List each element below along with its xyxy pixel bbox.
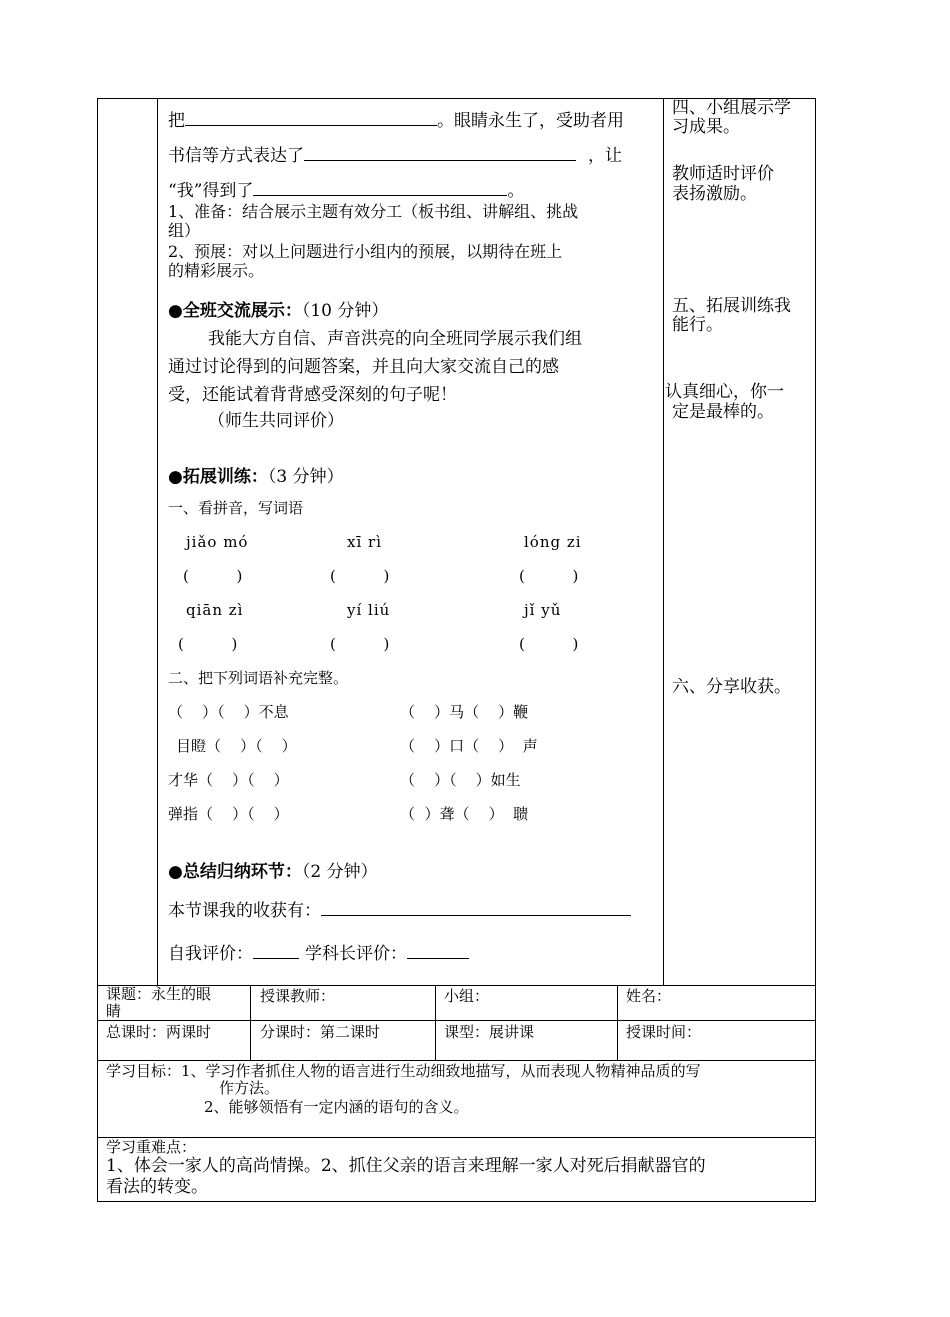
info-type: 课型：展讲课 [444, 1023, 535, 1041]
harvest-line: 本节课我的收获有： [168, 897, 631, 924]
answer-blank[interactable] [304, 142, 576, 161]
harvest-blank[interactable] [321, 897, 631, 916]
fill-item[interactable]: 才华（ ）（ ） [168, 771, 289, 789]
key-label: 学习重难点： [106, 1138, 197, 1156]
info-time: 授课时间： [626, 1023, 702, 1041]
answer-paren[interactable]: ( ) [183, 567, 243, 585]
info-col-3 [617, 985, 618, 1061]
table-border-bottom [97, 1201, 816, 1202]
info-teacher: 授课教师： [260, 987, 336, 1005]
self-eval-blank[interactable] [253, 940, 299, 959]
info-group: 小组： [444, 987, 490, 1005]
answer-paren[interactable]: ( ) [519, 635, 579, 653]
right-note-1: 四、小组展示学 习成果。 [672, 98, 791, 137]
fill-item[interactable]: （ ）马（ ）鞭 [400, 703, 529, 721]
right-note-3: 五、拓展训练我 能行。 [672, 296, 791, 335]
table-border-right [815, 98, 816, 1202]
col-divider-1 [157, 98, 158, 986]
row-divider-goals [97, 1137, 816, 1138]
pinyin-6: jǐ yǔ [524, 601, 562, 619]
answer-paren[interactable]: ( ) [330, 567, 390, 585]
row-divider-info2 [97, 1060, 816, 1061]
class-show-body: 我能大方自信、声音洪亮的向全班同学展示我们组 通过讨论得到的问题答案，并且向大家交流自己的感 受，还能试着背背感受深刻的句子呢！ （师生共同评价） [168, 329, 582, 431]
summary-heading: ●总结归纳环节：（2 分钟） [168, 862, 378, 882]
fill-item[interactable]: （ ）口（ ） 声 [400, 737, 538, 755]
pinyin-1: jiǎo mó [186, 533, 249, 551]
fill-line-3: “我”得到了 。 [168, 177, 524, 204]
pinyin-2: xī rì [347, 533, 382, 551]
question-1: 一、看拼音，写词语 [168, 499, 304, 517]
extend-heading: ●拓展训练：（3 分钟） [168, 467, 344, 487]
leader-eval-blank[interactable] [407, 940, 469, 959]
fill-line-2: 书信等方式表达了 ，让 [168, 142, 622, 169]
fill-line-1: 把 。眼睛永生了，受助者用 [168, 107, 624, 134]
goals-block: 学习目标：1、学习作者抓住人物的语言进行生动细致地描写，从而表现人物精神品质的写 作方法。 2、能够领悟有一定内涵的语句的含义。 [106, 1062, 701, 1116]
answer-paren[interactable]: ( ) [519, 567, 579, 585]
fill-item[interactable]: 弹指（ ）（ ） [168, 805, 289, 823]
evaluation-line: 自我评价： 学科长评价： [168, 940, 469, 967]
question-2: 二、把下列词语补充完整。 [168, 669, 349, 687]
col-divider-2 [663, 98, 664, 986]
info-topic: 课题：永生的眼 睛 [106, 985, 212, 1020]
class-show-heading: ●全班交流展示：（10 分钟） [168, 301, 389, 321]
info-col-2 [435, 985, 436, 1061]
right-note-4: 认真细心，你一 定是最棒的。 [665, 382, 784, 422]
pinyin-5: yí liú [347, 601, 391, 619]
right-note-5: 六、分享收获。 [672, 677, 791, 697]
pinyin-3: lóng zi [524, 533, 582, 551]
answer-paren[interactable]: ( ) [178, 635, 238, 653]
answer-blank[interactable] [185, 107, 437, 126]
key-points: 1、体会一家人的高尚情操。2、抓住父亲的语言来理解一家人对死后捐献器官的 看法的转变。 [106, 1156, 706, 1197]
right-note-2: 教师适时评价 表扬激励。 [672, 164, 774, 204]
info-col-1 [250, 985, 251, 1061]
pinyin-4: qiān zì [186, 601, 244, 619]
table-border-left [97, 98, 98, 1202]
info-total-hours: 总课时：两课时 [106, 1023, 212, 1041]
answer-blank[interactable] [253, 177, 507, 196]
fill-item[interactable]: （ ）聋（ ） 聩 [400, 805, 529, 823]
row-divider-info [97, 1020, 816, 1021]
prep-text: 1、准备：结合展示主题有效分工（板书组、讲解组、挑战 组） 2、预展：对以上问题进行小组内的预展，以期待在班上 的精彩展示。 [168, 202, 579, 280]
info-name: 姓名： [626, 987, 672, 1005]
answer-paren[interactable]: ( ) [330, 635, 390, 653]
fill-item[interactable]: 目瞪（ ）（ ） [176, 737, 297, 755]
info-sub-hours: 分课时：第二课时 [260, 1023, 381, 1041]
fill-item[interactable]: （ ）（ ）不息 [168, 703, 289, 721]
fill-item[interactable]: （ ）（ ）如生 [400, 771, 521, 789]
